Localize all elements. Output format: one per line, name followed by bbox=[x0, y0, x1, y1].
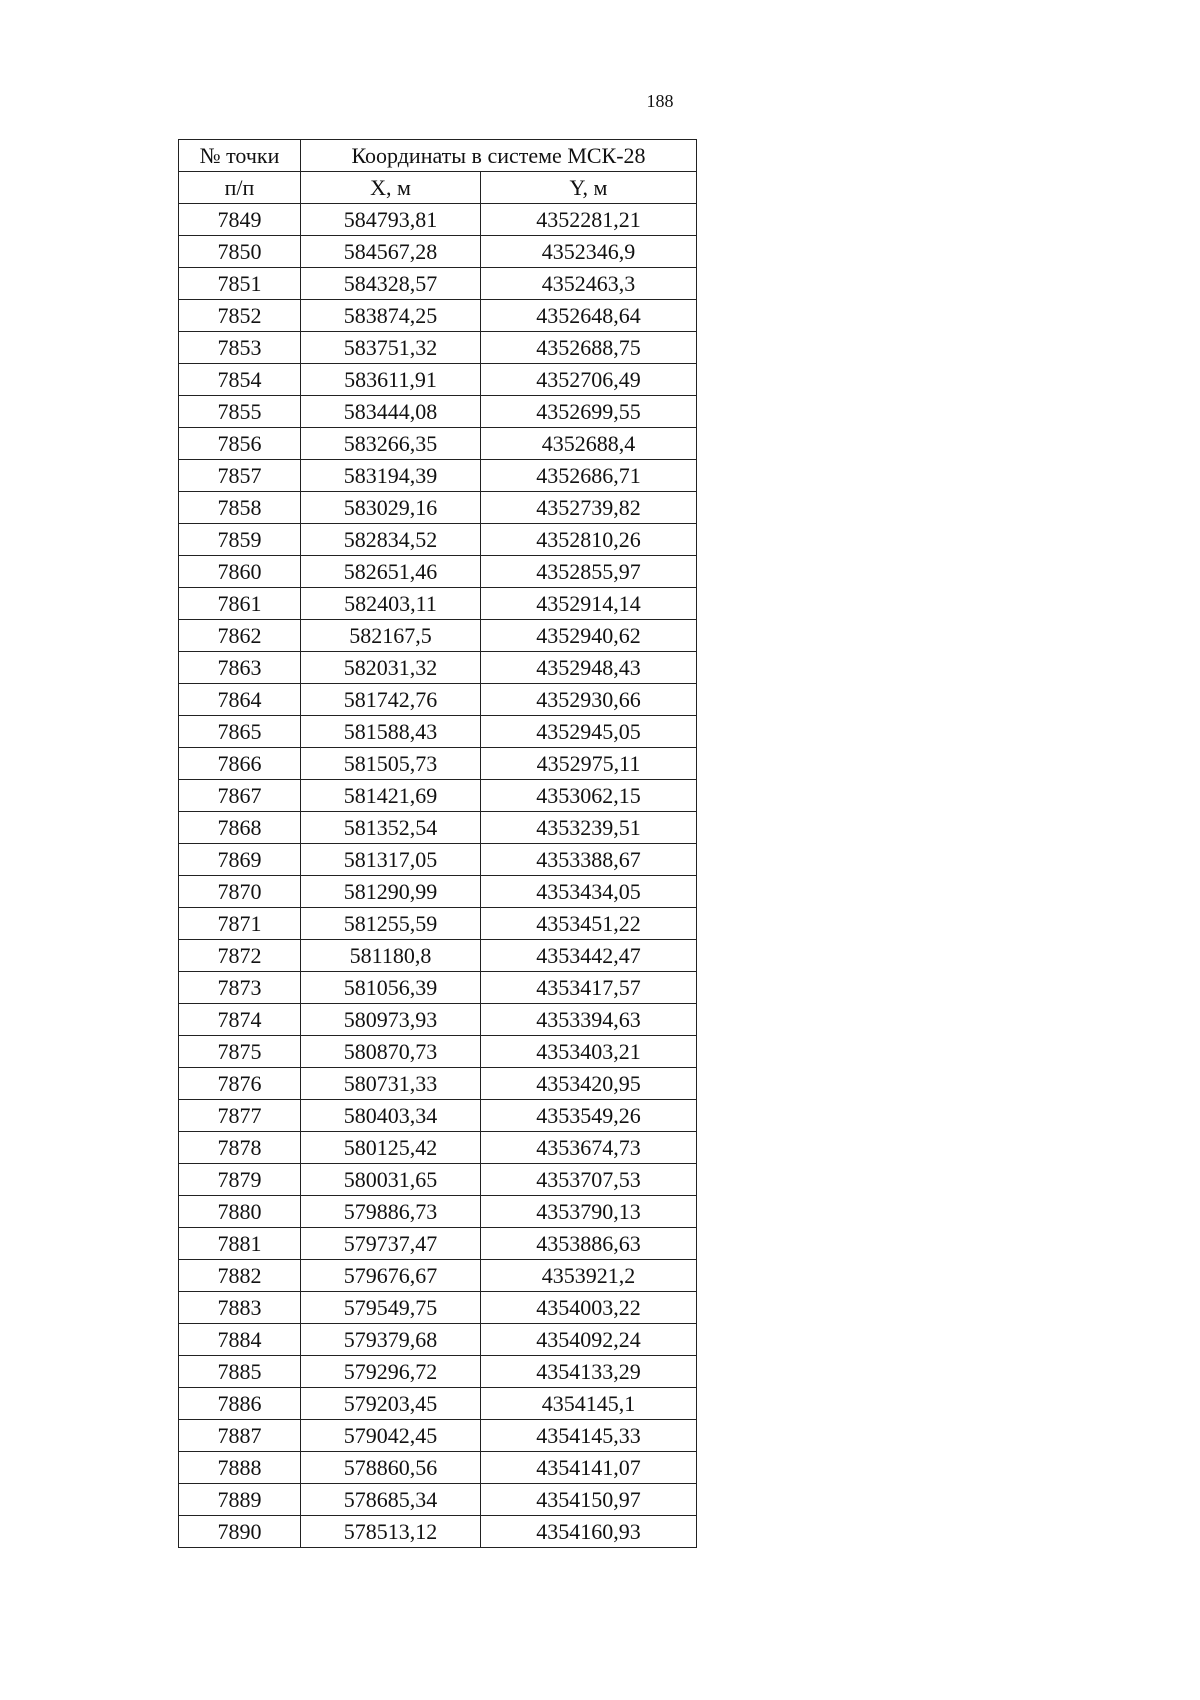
table-row bbox=[179, 1356, 697, 1388]
table-row bbox=[179, 1228, 697, 1260]
table-row bbox=[179, 1100, 697, 1132]
x-coordinate-cell: 583444,08 bbox=[301, 396, 481, 428]
x-coordinate-cell: 581317,05 bbox=[301, 844, 481, 876]
table-row bbox=[179, 588, 697, 620]
x-coordinate-cell: 581421,69 bbox=[301, 780, 481, 812]
y-coordinate-cell: 4353442,47 bbox=[481, 940, 697, 972]
y-coordinate-cell: 4352346,9 bbox=[481, 236, 697, 268]
x-coordinate-cell: 581742,76 bbox=[301, 684, 481, 716]
x-coordinate-cell: 583751,32 bbox=[301, 332, 481, 364]
table-row bbox=[179, 1004, 697, 1036]
table-row bbox=[179, 1388, 697, 1420]
y-coordinate-cell: 4353239,51 bbox=[481, 812, 697, 844]
y-coordinate-cell: 4352463,3 bbox=[481, 268, 697, 300]
y-column-header: Y, м bbox=[481, 172, 697, 204]
table-row bbox=[179, 268, 697, 300]
y-coordinate-cell: 4353434,05 bbox=[481, 876, 697, 908]
y-coordinate-cell: 4353674,73 bbox=[481, 1132, 697, 1164]
table-row bbox=[179, 1516, 697, 1548]
y-coordinate-cell: 4352975,11 bbox=[481, 748, 697, 780]
table-row bbox=[179, 812, 697, 844]
point-number-cell: 7872 bbox=[179, 940, 301, 972]
point-number-cell: 7856 bbox=[179, 428, 301, 460]
point-number-cell: 7868 bbox=[179, 812, 301, 844]
point-number-cell: 7865 bbox=[179, 716, 301, 748]
x-coordinate-cell: 582403,11 bbox=[301, 588, 481, 620]
table-row bbox=[179, 1484, 697, 1516]
y-coordinate-cell: 4352688,4 bbox=[481, 428, 697, 460]
y-coordinate-cell: 4353707,53 bbox=[481, 1164, 697, 1196]
y-coordinate-cell: 4354150,97 bbox=[481, 1484, 697, 1516]
table-row bbox=[179, 684, 697, 716]
x-coordinate-cell: 581056,39 bbox=[301, 972, 481, 1004]
point-number-cell: 7852 bbox=[179, 300, 301, 332]
point-number-cell: 7863 bbox=[179, 652, 301, 684]
x-coordinate-cell: 581505,73 bbox=[301, 748, 481, 780]
x-coordinate-cell: 583266,35 bbox=[301, 428, 481, 460]
point-number-cell: 7853 bbox=[179, 332, 301, 364]
point-number-cell: 7888 bbox=[179, 1452, 301, 1484]
point-number-cell: 7857 bbox=[179, 460, 301, 492]
x-coordinate-cell: 579379,68 bbox=[301, 1324, 481, 1356]
table-row bbox=[179, 364, 697, 396]
x-coordinate-cell: 581588,43 bbox=[301, 716, 481, 748]
x-coordinate-cell: 584567,28 bbox=[301, 236, 481, 268]
table-row bbox=[179, 748, 697, 780]
page-number: 188 bbox=[646, 91, 674, 111]
point-number-cell: 7877 bbox=[179, 1100, 301, 1132]
x-coordinate-cell: 581290,99 bbox=[301, 876, 481, 908]
x-coordinate-cell: 582031,32 bbox=[301, 652, 481, 684]
x-coordinate-cell: 584793,81 bbox=[301, 204, 481, 236]
point-number-cell: 7855 bbox=[179, 396, 301, 428]
point-number-cell: 7879 bbox=[179, 1164, 301, 1196]
table-row bbox=[179, 876, 697, 908]
x-coordinate-cell: 582834,52 bbox=[301, 524, 481, 556]
x-coordinate-cell: 583874,25 bbox=[301, 300, 481, 332]
x-coordinate-cell: 579042,45 bbox=[301, 1420, 481, 1452]
table-row bbox=[179, 492, 697, 524]
table-row bbox=[179, 1420, 697, 1452]
table-row bbox=[179, 1132, 697, 1164]
point-number-cell: 7876 bbox=[179, 1068, 301, 1100]
y-coordinate-cell: 4353549,26 bbox=[481, 1100, 697, 1132]
coordinates-header: Координаты в системе МСК-28 bbox=[301, 140, 697, 172]
point-number-cell: 7850 bbox=[179, 236, 301, 268]
y-coordinate-cell: 4352648,64 bbox=[481, 300, 697, 332]
y-coordinate-cell: 4354145,1 bbox=[481, 1388, 697, 1420]
table-row bbox=[179, 844, 697, 876]
x-coordinate-cell: 580031,65 bbox=[301, 1164, 481, 1196]
x-coordinate-cell: 581352,54 bbox=[301, 812, 481, 844]
x-coordinate-cell: 583194,39 bbox=[301, 460, 481, 492]
x-coordinate-cell: 578860,56 bbox=[301, 1452, 481, 1484]
table-row bbox=[179, 1452, 697, 1484]
table-row bbox=[179, 652, 697, 684]
point-number-cell: 7860 bbox=[179, 556, 301, 588]
x-coordinate-cell: 583029,16 bbox=[301, 492, 481, 524]
point-number-cell: 7870 bbox=[179, 876, 301, 908]
x-coordinate-cell: 581255,59 bbox=[301, 908, 481, 940]
y-coordinate-cell: 4353451,22 bbox=[481, 908, 697, 940]
y-coordinate-cell: 4352688,75 bbox=[481, 332, 697, 364]
x-coordinate-cell: 581180,8 bbox=[301, 940, 481, 972]
x-coordinate-cell: 580870,73 bbox=[301, 1036, 481, 1068]
table-row bbox=[179, 620, 697, 652]
y-coordinate-cell: 4353420,95 bbox=[481, 1068, 697, 1100]
y-coordinate-cell: 4353921,2 bbox=[481, 1260, 697, 1292]
table-row bbox=[179, 1068, 697, 1100]
point-number-cell: 7880 bbox=[179, 1196, 301, 1228]
y-coordinate-cell: 4352940,62 bbox=[481, 620, 697, 652]
y-coordinate-cell: 4353388,67 bbox=[481, 844, 697, 876]
header-row-bottom bbox=[179, 172, 697, 204]
x-coordinate-cell: 578685,34 bbox=[301, 1484, 481, 1516]
point-number-cell: 7884 bbox=[179, 1324, 301, 1356]
y-coordinate-cell: 4353886,63 bbox=[481, 1228, 697, 1260]
point-number-cell: 7859 bbox=[179, 524, 301, 556]
x-coordinate-cell: 579296,72 bbox=[301, 1356, 481, 1388]
table-row bbox=[179, 972, 697, 1004]
y-coordinate-cell: 4352706,49 bbox=[481, 364, 697, 396]
y-coordinate-cell: 4354145,33 bbox=[481, 1420, 697, 1452]
point-number-cell: 7867 bbox=[179, 780, 301, 812]
x-coordinate-cell: 580973,93 bbox=[301, 1004, 481, 1036]
table-row bbox=[179, 332, 697, 364]
y-coordinate-cell: 4352699,55 bbox=[481, 396, 697, 428]
y-coordinate-cell: 4354160,93 bbox=[481, 1516, 697, 1548]
point-number-cell: 7849 bbox=[179, 204, 301, 236]
y-coordinate-cell: 4352914,14 bbox=[481, 588, 697, 620]
y-coordinate-cell: 4353417,57 bbox=[481, 972, 697, 1004]
table-row bbox=[179, 1292, 697, 1324]
table-row bbox=[179, 780, 697, 812]
point-number-cell: 7882 bbox=[179, 1260, 301, 1292]
y-coordinate-cell: 4352930,66 bbox=[481, 684, 697, 716]
x-coordinate-cell: 578513,12 bbox=[301, 1516, 481, 1548]
table-row bbox=[179, 1196, 697, 1228]
table-row bbox=[179, 396, 697, 428]
x-coordinate-cell: 579737,47 bbox=[301, 1228, 481, 1260]
table-row bbox=[179, 428, 697, 460]
x-coordinate-cell: 579676,67 bbox=[301, 1260, 481, 1292]
y-coordinate-cell: 4354141,07 bbox=[481, 1452, 697, 1484]
y-coordinate-cell: 4352739,82 bbox=[481, 492, 697, 524]
table-header bbox=[179, 140, 697, 204]
table-row bbox=[179, 716, 697, 748]
point-number-cell: 7883 bbox=[179, 1292, 301, 1324]
coordinates-table bbox=[178, 139, 697, 1548]
point-number-cell: 7885 bbox=[179, 1356, 301, 1388]
y-coordinate-cell: 4352855,97 bbox=[481, 556, 697, 588]
point-number-cell: 7861 bbox=[179, 588, 301, 620]
table-row bbox=[179, 460, 697, 492]
point-number-cell: 7878 bbox=[179, 1132, 301, 1164]
x-coordinate-cell: 582167,5 bbox=[301, 620, 481, 652]
y-coordinate-cell: 4353062,15 bbox=[481, 780, 697, 812]
y-coordinate-cell: 4353790,13 bbox=[481, 1196, 697, 1228]
x-coordinate-cell: 579549,75 bbox=[301, 1292, 481, 1324]
table-row bbox=[179, 1164, 697, 1196]
y-coordinate-cell: 4352948,43 bbox=[481, 652, 697, 684]
table-row bbox=[179, 1260, 697, 1292]
point-number-header-bottom: п/п bbox=[179, 172, 301, 204]
point-number-cell: 7890 bbox=[179, 1516, 301, 1548]
x-coordinate-cell: 582651,46 bbox=[301, 556, 481, 588]
point-number-cell: 7886 bbox=[179, 1388, 301, 1420]
point-number-cell: 7866 bbox=[179, 748, 301, 780]
table-row bbox=[179, 204, 697, 236]
x-coordinate-cell: 580125,42 bbox=[301, 1132, 481, 1164]
point-number-cell: 7869 bbox=[179, 844, 301, 876]
point-number-cell: 7875 bbox=[179, 1036, 301, 1068]
y-coordinate-cell: 4352810,26 bbox=[481, 524, 697, 556]
point-number-cell: 7858 bbox=[179, 492, 301, 524]
x-coordinate-cell: 579886,73 bbox=[301, 1196, 481, 1228]
x-coordinate-cell: 580403,34 bbox=[301, 1100, 481, 1132]
x-column-header: X, м bbox=[301, 172, 481, 204]
table-row bbox=[179, 1324, 697, 1356]
point-number-cell: 7854 bbox=[179, 364, 301, 396]
point-number-cell: 7887 bbox=[179, 1420, 301, 1452]
point-number-cell: 7871 bbox=[179, 908, 301, 940]
y-coordinate-cell: 4353403,21 bbox=[481, 1036, 697, 1068]
y-coordinate-cell: 4354092,24 bbox=[481, 1324, 697, 1356]
point-number-cell: 7874 bbox=[179, 1004, 301, 1036]
x-coordinate-cell: 584328,57 bbox=[301, 268, 481, 300]
point-number-cell: 7862 bbox=[179, 620, 301, 652]
y-coordinate-cell: 4354133,29 bbox=[481, 1356, 697, 1388]
x-coordinate-cell: 583611,91 bbox=[301, 364, 481, 396]
table-row bbox=[179, 236, 697, 268]
table-body bbox=[179, 204, 697, 1548]
x-coordinate-cell: 580731,33 bbox=[301, 1068, 481, 1100]
header-row-top bbox=[179, 140, 697, 172]
point-number-cell: 7881 bbox=[179, 1228, 301, 1260]
point-number-cell: 7889 bbox=[179, 1484, 301, 1516]
table-row bbox=[179, 940, 697, 972]
point-number-header-top: № точки bbox=[179, 140, 301, 172]
y-coordinate-cell: 4352686,71 bbox=[481, 460, 697, 492]
table-row bbox=[179, 556, 697, 588]
point-number-cell: 7851 bbox=[179, 268, 301, 300]
table-row bbox=[179, 524, 697, 556]
y-coordinate-cell: 4354003,22 bbox=[481, 1292, 697, 1324]
y-coordinate-cell: 4353394,63 bbox=[481, 1004, 697, 1036]
point-number-cell: 7864 bbox=[179, 684, 301, 716]
x-coordinate-cell: 579203,45 bbox=[301, 1388, 481, 1420]
point-number-cell: 7873 bbox=[179, 972, 301, 1004]
table-row bbox=[179, 908, 697, 940]
y-coordinate-cell: 4352945,05 bbox=[481, 716, 697, 748]
table-row bbox=[179, 300, 697, 332]
table-row bbox=[179, 1036, 697, 1068]
y-coordinate-cell: 4352281,21 bbox=[481, 204, 697, 236]
